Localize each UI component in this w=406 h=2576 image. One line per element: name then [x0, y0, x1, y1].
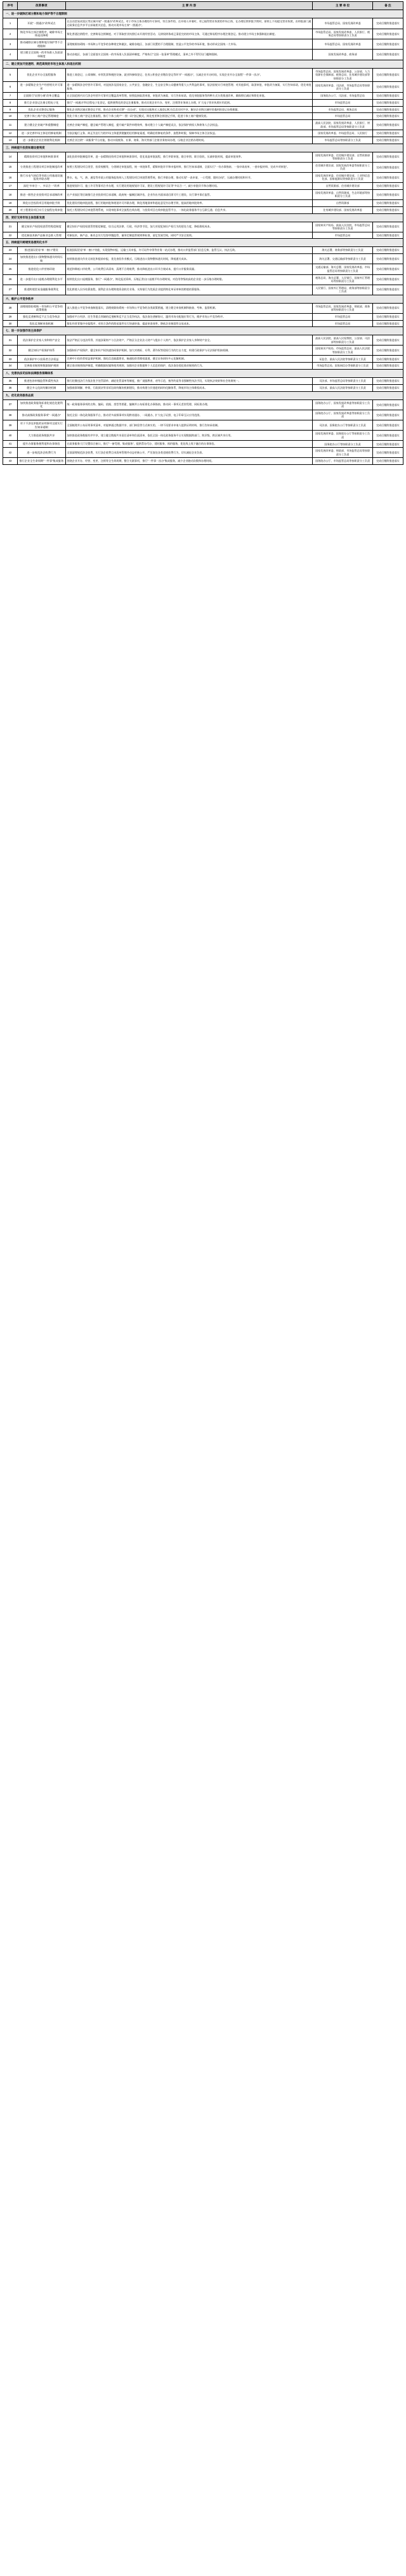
table-row	[3, 384, 403, 391]
table-row	[3, 320, 403, 327]
row-agency: 国家发展改革委、国务院办公厅等按职责分工负责	[313, 431, 372, 441]
row-agency: 市场监管总局、国家发展改革委、财政部、商务部等按职责分工负责	[313, 303, 372, 313]
row-index: 34	[3, 363, 18, 370]
table-row	[3, 356, 403, 363]
row-index: 15	[3, 162, 18, 172]
row-measure: 推进包容审慎监管和柔性执法	[18, 378, 65, 385]
row-agency: 市场监管总局、国家发展改革委	[313, 18, 372, 29]
row-measure: 完善商业秘密和数据保护规则	[18, 363, 65, 370]
table-row	[3, 448, 403, 458]
row-index: 23	[3, 247, 18, 254]
row-agency: 住房城乡建设部、国家发展改革委	[313, 206, 372, 213]
section-heading: 七、进一步加强市场主体保护	[3, 327, 403, 335]
row-agency: 市场监管总局、国家发展改革委、公安部、人力资源社会保障部、税务总局、住房城乡建设部等按职责分工负责	[313, 68, 372, 82]
row-measure: 进一步提升出口退税办理便利化水平	[18, 274, 65, 285]
row-content: 简化企业跨区域迁移登记手续，推动企业跨省迁移“一次办成”，实现迁出地和迁入地登记机关信息实时共享，解决企业跨区域经营遇到的登记办理难题。	[65, 106, 313, 113]
row-agency: 国务院办公厅、国家发展改革委等按职责分工负责	[313, 410, 372, 420]
row-agency: 国务院办公厅、国家发展改革委等按职责分工负责	[313, 399, 372, 410]
row-note: 完成后继续推进落实	[372, 99, 403, 106]
row-note: 完成后继续推进落实	[372, 50, 403, 60]
row-note: 完成后继续推进落实	[372, 206, 403, 213]
section-heading-row	[3, 144, 403, 152]
row-index: 11	[3, 120, 18, 130]
document-page	[0, 0, 406, 469]
row-measure: 优化企业开办全流程服务	[18, 68, 65, 82]
table-row	[3, 410, 403, 420]
row-note: 完成后继续推进落实	[372, 363, 403, 370]
row-agency: 国务院办公厅等按职责分工负责	[313, 441, 372, 448]
row-agency: 国家知识产权局、最高人民法院、市场监管总局等按职责分工负责	[313, 222, 372, 232]
row-note: 完成后继续推进落实	[372, 420, 403, 430]
row-note: 完成后继续推进落实	[372, 441, 403, 448]
row-measure: 推进跨境贸易金融服务便利化	[18, 285, 65, 295]
row-agency: 司法部、市场监管总局等按职责分工负责	[313, 378, 372, 385]
row-measure: 进一步精简企业生产经营相关许可事项	[18, 82, 65, 93]
table-row	[3, 285, 403, 295]
row-index: 27	[3, 285, 18, 295]
row-agency: 税务总局、海关总署、人民银行、国家外汇管理局等按职责分工负责	[313, 274, 372, 285]
row-content: 拓展国际贸易“单一窗口”功能，实现货物申报、运输工具申报、许可证件申领等业务一站式办理，推动口岸监管部门信息互换、监管互认、执法互助。	[65, 247, 313, 254]
row-index: 14	[3, 152, 18, 162]
row-content: 优化建设用地审批流程，推行用地审批和规划许可并联办理，简化用地预审和选址意见书办理手续，提高用地审批效率。	[65, 199, 313, 206]
row-agency: 国务院办公厅、市场监管总局等按职责分工负责	[313, 458, 372, 465]
row-note: 完成后继续推进落实	[372, 113, 403, 120]
row-index: 43	[3, 458, 18, 465]
section-heading: 二、建立更加开放透明、规范高效的市场主体准入和退出机制	[3, 60, 403, 68]
section-heading-row	[3, 391, 403, 399]
table-row	[3, 162, 403, 172]
row-content: 为依法履行义务、纠正失信行为的市场主体提供便捷的信用修复渠道，明确信用修复的条件、流程和时限，保障市场主体合法权益。	[65, 130, 313, 137]
row-measure: 清理废除妨碍统一市场和公平竞争的政策措施	[18, 303, 65, 313]
section-heading-row	[3, 327, 403, 335]
row-agency: 市场监管总局、国家发展改革委、人民银行、税务总局等按职责分工负责	[313, 29, 372, 39]
row-measure: 推动高频政务服务事项“一网通办”	[18, 410, 65, 420]
row-note: 完成后继续推进落实	[372, 345, 403, 356]
section-heading: 九、优化政务服务品质	[3, 391, 403, 399]
row-agency: 市场监管总局	[313, 313, 372, 320]
row-agency: 交通运输部、海关总署、国家发展改革委、市场监管总局等按职责分工负责	[313, 264, 372, 274]
row-note: 完成后继续推进落实	[372, 335, 403, 345]
row-note: 完成后继续推进落实	[372, 199, 403, 206]
table-row	[3, 199, 403, 206]
row-measure: 简化市场主体注销程序，破除市场主体退出障碍	[18, 29, 65, 39]
row-content: 在政务服务大厅设置综合窗口，推行“一窗受理、集成服务”，提供帮办代办、延时服务、预约服务，优化线上线下融合的办事体验。	[65, 441, 313, 448]
row-index: 17	[3, 183, 18, 190]
row-content: 健全商业秘密保护制度，明确数据权属和使用规则，加强对企业数据和个人信息的保护，依法查处侵犯商业秘密的行为。	[65, 363, 313, 370]
row-note: 完成后继续推进落实	[372, 183, 403, 190]
row-content: 将水、电、气、热、通信等市政公用服务报装纳入工程建设项目审批管理系统，推行并联办理，推动实现“一表申请、一口受理、限时办结”，压减办理时间和环节。	[65, 172, 313, 182]
row-agency: 最高人民法院、国家发展改革委、人民银行、财政部、市场监管总局等按职责分工负责	[313, 120, 372, 130]
row-content: 依托全国一体化政务服务平台，推动更多高频事项实现跨省通办、一网通办，扩大电子证照、电子印章互认应用范围。	[65, 410, 313, 420]
table-row	[3, 99, 403, 106]
row-content: 对新技术、新产品、新业态实行包容审慎监管，量身定制监管规则和标准，留足发展空间，同时严守安全底线。	[65, 232, 313, 239]
row-measure: 依法保护企业家人身和财产安全	[18, 335, 65, 345]
row-note: 完成后继续推进落实	[372, 130, 403, 137]
row-note: 完成后继续推进落实	[372, 356, 403, 363]
row-agency: 司法部、国务院办公厅等按职责分工负责	[313, 420, 372, 430]
row-agency: 自然资源部、住房城乡建设部	[313, 183, 372, 190]
row-index: 41	[3, 441, 18, 448]
table-row	[3, 172, 403, 182]
row-index: 9	[3, 106, 18, 113]
row-content: 简化经营者集中申报程序，对符合条件的简易案件实行快速审查，提高审查效率，降低企业制度性交易成本。	[65, 320, 313, 327]
row-index: 7	[3, 92, 18, 99]
row-index: 28	[3, 303, 18, 313]
row-index: 19	[3, 199, 18, 206]
row-index: 21	[3, 222, 18, 232]
row-note: 完成后继续推进落实	[372, 254, 403, 264]
row-note: 完成后继续推进落实	[372, 285, 403, 295]
row-measure: 推进优化口岸营商环境	[18, 264, 65, 274]
row-agency: 人民银行、国家外汇管理局、商务部等按职责分工负责	[313, 285, 372, 295]
section-heading: 六、维护公平竞争秩序	[3, 295, 403, 303]
row-index: 37	[3, 399, 18, 410]
row-measure: 优化新技术新产品新业态准入管理	[18, 232, 65, 239]
row-agency: 最高人民法院、最高人民检察院、公安部、司法部等按职责分工负责	[313, 335, 372, 345]
row-measure: 推行企业全生命周期“一件事”集成服务	[18, 458, 65, 465]
row-agency: 国家发展改革委、市场监管总局、人民银行	[313, 130, 372, 137]
row-content: 优化跨境人民币结算流程，便利企业办理跨境资金收付业务，支持银行为优质企业提供简化单证审核的跨境结算服务。	[65, 285, 313, 295]
table-row	[3, 152, 403, 162]
row-measure: 推进一般性企业投资项目承诺制改革	[18, 189, 65, 199]
row-measure: 依法保护中小投资者合法权益	[18, 356, 65, 363]
section-heading: 一、进一步破除区域分割和地方保护等不合理限制	[3, 10, 403, 18]
row-index: 16	[3, 172, 18, 182]
row-measure: 加快推进政务服务标准化规范化便利化	[18, 399, 65, 410]
row-measure: 建立健全全国统一的市场准入负面清单制度	[18, 50, 65, 60]
row-measure: 简化社会投资项目用地审批手续	[18, 199, 65, 206]
table-body	[3, 2, 403, 465]
table-row	[3, 92, 403, 99]
row-content: 依托工程建设项目审批管理系统，实现审批事项全流程在线办理，与投资项目在线审批监管平台、一体化政务服务平台互联互通、信息共享。	[65, 206, 313, 213]
col-note: 备 注	[372, 2, 403, 10]
row-note: 完成后继续推进落实	[372, 232, 403, 239]
row-note: 完成后继续推进落实	[372, 247, 403, 254]
row-measure: 全面推行“证照分离”改革全覆盖	[18, 92, 65, 99]
row-agency: 市场监管总局	[313, 113, 372, 120]
row-agency: 司法部、最高人民法院等按职责分工负责	[313, 384, 372, 391]
row-index: 38	[3, 410, 18, 420]
section-heading: 四、更好支持市场主体创新发展	[3, 213, 403, 222]
row-index: 31	[3, 335, 18, 345]
row-measure: 健全多元化纠纷解决机制	[18, 384, 65, 391]
row-index: 25	[3, 264, 18, 274]
row-measure: 完善个体工商户登记管理制度	[18, 113, 65, 120]
row-note: 完成后继续推进落实	[372, 431, 403, 441]
row-agency: 市场监管总局	[313, 320, 372, 327]
row-index: 39	[3, 420, 18, 430]
table-row	[3, 130, 403, 137]
row-note: 完成后继续推进落实	[372, 448, 403, 458]
row-content: 统一政务服务事项的名称、编码、依据、类型等要素，编制并公布标准化办事指南，推动同一事项无差别受理、同标准办理。	[65, 399, 313, 410]
row-content: 全面清理规范涉企收费，实行涉企收费目录清单管理并动态更新公开，严厉查处各类违规收费行为，切实减轻企业负担。	[65, 448, 313, 458]
row-content: 完善企业注销“一网服务”平台功能，推动实现税务、社保、商务、海关等部门注销业务协同办理，压缩企业注销办理时间。	[65, 137, 313, 144]
row-index: 24	[3, 254, 18, 264]
table-row	[3, 50, 403, 60]
row-index: 20	[3, 206, 18, 213]
row-content: 加强对平台经济、民生等重点领域的反垄断和反不正当竞争执法，依法查处垄断协议、滥用市场支配地位等行为，维护市场公平竞争秩序。	[65, 313, 313, 320]
row-agency: 国务院办公厅、司法部、市场监管总局	[313, 92, 372, 99]
table-row	[3, 363, 403, 370]
row-note: 完成后继续推进落实	[372, 378, 403, 385]
row-index: 6	[3, 82, 18, 93]
table-row	[3, 420, 403, 430]
row-content: 加强知识产权保护，健全知识产权快速协同保护机制，加大对商标、专利、著作权等侵权行为的打击力度，构建行政保护与司法保护衔接机制。	[65, 345, 313, 356]
row-index: 33	[3, 356, 18, 363]
row-content: 清理废除妨碍统一市场和公平竞争的各种规定和做法，破除各地区、各部门设置的不合理限制，营造公平竞争的市场环境，推动形成全国统一大市场。	[65, 39, 313, 50]
row-index: 3	[3, 39, 18, 50]
row-content: 推进规划许可、施工许可等事项合并办理，实行建设用地规划许可证、建设工程规划许可证等“多证合一”，减少审批环节和办理时间。	[65, 183, 313, 190]
row-measure: 健全知识产权侵权惩罚性赔偿制度	[18, 222, 65, 232]
section-heading-row	[3, 239, 403, 247]
row-note: 完成后继续推进落实	[372, 458, 403, 465]
row-content: 完善中小投资者权益保护机制，强化信息披露要求，畅通投资者维权渠道，健全证券纠纷多元化解机制。	[65, 356, 313, 363]
row-agency: 证监会、最高人民法院等按职责分工负责	[313, 356, 372, 363]
row-note: 完成后继续推进落实	[372, 264, 403, 274]
row-agency: 自然资源部	[313, 199, 372, 206]
col-agency: 主 要 单 位	[313, 2, 372, 10]
section-heading-row	[3, 295, 403, 303]
table-row	[3, 264, 403, 274]
row-content: 深化投资审批制度改革，进一步精简投资项目审批和核准事项，优化再造审批流程，推行并联审批、联合审图、联合验收，压减审批时间，提高审批效率。	[65, 152, 313, 162]
row-agency: 国家发展改革委、财政部、市场监管总局等按职责分工负责	[313, 448, 372, 458]
row-note: 完成后继续推进落实	[372, 162, 403, 172]
row-agency: 国家知识产权局、市场监管总局、最高人民法院等按职责分工负责	[313, 345, 372, 356]
row-measure: 建立健全企业破产和重整制度	[18, 120, 65, 130]
section-heading-row	[3, 60, 403, 68]
row-measure: 推行企业登记注册全程电子化	[18, 99, 65, 106]
row-note: 完成后继续推进落实	[372, 18, 403, 29]
row-measure: 精简投资项目审批和核准事项	[18, 152, 65, 162]
section-heading: 八、完善执法司法和法律服务保障体系	[3, 370, 403, 378]
row-measure: 大力推进政务数据共享	[18, 431, 65, 441]
row-index: 4	[3, 50, 18, 60]
table-row	[3, 458, 403, 465]
row-measure: 推动破除区域分割和地方保护等不合理限制	[18, 39, 65, 50]
row-index: 10	[3, 113, 18, 120]
row-index: 40	[3, 431, 18, 441]
row-measure: 进一步健全企业注销便利化机制	[18, 137, 65, 144]
row-index: 35	[3, 378, 18, 385]
row-note: 完成后继续推进落实	[372, 384, 403, 391]
row-measure: 对工程建设项目实行全流程在线审批	[18, 206, 65, 213]
row-note: 完成后继续推进落实	[372, 152, 403, 162]
row-content: 加快推进政务数据有序共享，建立健全数据共享责任清单和负面清单，依托全国一体化政务服务平台实现数据跨部门、跨层级、跨区域共享应用。	[65, 431, 313, 441]
row-note: 完成后继续推进落实	[372, 29, 403, 39]
reform-measures-table	[3, 1, 403, 465]
table-row	[3, 68, 403, 82]
row-content: 完善企业破产制度，健全破产管理人制度，提升破产案件审理效率，推动建立个人破产制度试点，依法保护债权人和债务人合法权益。	[65, 120, 313, 130]
row-agency: 市场监管总局	[313, 232, 372, 239]
row-measure: 推进国际贸易“单一窗口”建设	[18, 247, 65, 254]
row-content: 推动各地区、各部门全面落实全国统一的市场准入负面清单制度，严格执行“全国一张清单”管理模式，清单之外不得另设门槛和限制。	[65, 50, 313, 60]
section-heading-row	[3, 10, 403, 18]
row-note: 完成后继续推进落实	[372, 82, 403, 93]
table-row	[3, 441, 403, 448]
section-heading: 五、持续提升跨境贸易便利化水平	[3, 239, 403, 247]
col-measure: 改革事项	[18, 2, 65, 10]
row-note: 完成后继续推进落实	[372, 68, 403, 82]
row-agency: 市场监管总局	[313, 99, 372, 106]
row-content: 在全国范围内实行涉企经营许可事项全覆盖清单管理，按照直接取消审批、审批改为备案、实行告知承诺、优化审批服务等四种方式分类推进改革，确保照后减证和简化审批。	[65, 92, 313, 99]
row-content: 推行“一网通办”和全程电子化登记，提供便利化的登记注册服务，推动实现企业开办、变更、注销等业务网上办理，扩大电子营业执照应用范围。	[65, 99, 313, 106]
table-row	[3, 82, 403, 93]
row-index: 2	[3, 29, 18, 39]
section-heading: 三、持续提升投资和建设便利度	[3, 144, 403, 152]
row-content: 在自由贸易试验区等区域开展“一照通办”改革试点，对于市场主体办理的许可事项，符合条件的，在申请人申请时，对已取得营业执照的市场主体，在办理后续审批手续时，原则上不再提交营业执照，由审批部门通过政务信息共享平台获取相关信息，推动实现市场主体“一照通办”。	[65, 18, 313, 29]
row-agency: 国家发展改革委、住房城乡建设部、自然资源部等按职责分工负责	[313, 152, 372, 162]
row-agency: 国家发展改革委、住房城乡建设部、工业和信息化部、国家能源局等按职责分工负责	[313, 172, 372, 182]
table-row	[3, 113, 403, 120]
row-content: 推行轻微违法行为依法免予处罚清单、减轻处罚清单等制度，推广说服教育、劝导示范、指导约谈等非强制性执法手段，实现执法效果和社会效果统一。	[65, 378, 313, 385]
row-content: 围绕企业开办、经营、变更、注销等全生命周期，整合关联事项，推行“一件事一次办”集成服务，减少企业跑动次数和办理时间。	[65, 458, 313, 465]
row-content: 加强商事调解、仲裁、行政裁决等非诉讼纠纷解决机制建设，推动构建分层递进的纠纷化解体系，降低市场主体维权成本。	[65, 384, 313, 391]
row-note: 完成后继续推进落实	[372, 399, 403, 410]
table-row	[3, 274, 403, 285]
row-agency: 市场监管总局、税务总局	[313, 106, 372, 113]
table-row	[3, 254, 403, 264]
row-measure: 提升办事服务便利度和办事体验	[18, 441, 65, 448]
row-content: 规范和降低口岸收费，公开收费目录清单，清理不合理收费，推动降低进出口环节合规成本，提升口岸服务质量。	[65, 264, 313, 274]
row-index: 18	[3, 189, 18, 199]
row-content: 持续优化出口退税服务，推行“一网通办”，简化报送资料，压缩正常出口退税平均办理时间，对信用等级较高的企业进一步压缩办理时限。	[65, 274, 313, 285]
col-content: 主 要 内 容	[65, 2, 313, 10]
table-row	[3, 313, 403, 320]
row-index: 26	[3, 274, 18, 285]
row-note: 完成后继续推进落实	[372, 39, 403, 50]
table-row	[3, 106, 403, 113]
row-agency: 国家发展改革委、司法部、市场监管总局等按职责分工负责	[313, 82, 372, 93]
row-note: 完成后继续推进落实	[372, 313, 403, 320]
section-heading-row	[3, 370, 403, 378]
row-agency: 住房城乡建设部、国家发展改革委等按职责分工负责	[313, 162, 372, 172]
row-index: 36	[3, 384, 18, 391]
row-index: 8	[3, 99, 18, 106]
table-row	[3, 189, 403, 199]
table-row	[3, 345, 403, 356]
row-note: 完成后继续推进落实	[372, 274, 403, 285]
table-row	[3, 18, 403, 29]
row-note: 完成后继续推进落实	[372, 137, 403, 144]
row-note: 完成后继续推进落实	[372, 172, 403, 182]
row-note: 完成后继续推进落实	[372, 222, 403, 232]
row-measure: 优化反垄断审查机制	[18, 320, 65, 327]
table-row	[3, 120, 403, 130]
row-content: 全面梳理并公布证明事项清单，对能够通过数据共享、部门核验等方式核实的，一律不再要求申请人提供证明材料，推行告知承诺制。	[65, 420, 313, 430]
section-heading-row	[3, 213, 403, 222]
table-row	[3, 247, 403, 254]
row-note: 完成后继续推进落实	[372, 189, 403, 199]
row-index: 13	[3, 137, 18, 144]
row-measure: 对于不涉及审批的证明事项全面实行告知承诺制	[18, 420, 65, 430]
row-agency: 市场监管总局等按职责分工负责	[313, 137, 372, 144]
table-row	[3, 222, 403, 232]
table-row	[3, 303, 403, 313]
row-measure: 加快推进进出口货物整体通关时间压缩	[18, 254, 65, 264]
row-note: 完成后继续推进落实	[372, 320, 403, 327]
row-measure: 开展“一照通办”改革试点	[18, 18, 65, 29]
row-index: 29	[3, 313, 18, 320]
row-agency: 市场监管总局、国家发展改革委	[313, 39, 372, 50]
row-note: 完成后继续推进落实	[372, 303, 403, 313]
row-index: 1	[3, 18, 18, 29]
row-note: 完成后继续推进落实	[372, 410, 403, 420]
col-index: 序号	[3, 2, 18, 10]
table-row	[3, 206, 403, 213]
row-index: 32	[3, 345, 18, 356]
row-content: 优化个体工商户登记注册流程，推行个体工商户“一照一码”登记模式，简化变更和注销登记手续，促进个体工商户健康发展。	[65, 113, 313, 120]
table-row	[3, 232, 403, 239]
row-note: 完成后继续推进落实	[372, 106, 403, 113]
row-index: 22	[3, 232, 18, 239]
table-row	[3, 378, 403, 385]
row-content: 按照工程建设项目类型、投资规模等，分类制定审批流程，统一审批体系，精简审批环节和申报材料，推行告知承诺制，全面实行“一份办事指南、一张申请表单、一套申报材料、完成多项审批”。	[65, 162, 313, 172]
row-index: 12	[3, 130, 18, 137]
table-row	[3, 335, 403, 345]
row-content: 依法严格区分违法所得、其他涉案财产与合法财产，严格区分企业法人财产与股东个人财产，依法保护企业家人身和财产安全。	[65, 335, 313, 345]
table-row	[3, 431, 403, 441]
row-agency: 海关总署、交通运输部等按职责分工负责	[313, 254, 372, 264]
table-row	[3, 137, 403, 144]
row-index: 30	[3, 320, 18, 327]
row-content: 简化普通注销程序，完善简易注销制度。对于领取营业执照后未开展经营活动、无债权债务或已清偿完结的市场主体，可通过简易程序办理注销登记。推动建立市场主体强制退出制度。	[65, 29, 313, 39]
row-measure: 分类推进工程建设项目审批制度改革	[18, 162, 65, 172]
row-agency: 市场监管总局、国家网信办等按职责分工负责	[313, 363, 372, 370]
row-index: 5	[3, 68, 18, 82]
row-measure: 深化“多审合一、多证合一”改革	[18, 183, 65, 190]
row-note: 完成后继续推进落实	[372, 92, 403, 99]
table-row	[3, 399, 403, 410]
row-measure: 健全知识产权保护体系	[18, 345, 65, 356]
table-row	[3, 39, 403, 50]
row-content: 持续推进通关作业无纸化和提前申报，优化查验作业模式，压缩进出口货物整体通关时间，降低通关成本。	[65, 254, 313, 264]
table-header-row	[3, 2, 403, 10]
row-content: 深入推进公平竞争审查制度落实，清理废除妨碍统一市场和公平竞争的各类政策措施，建立健全审查机制和抽查、考核、监督机制。	[65, 303, 313, 313]
table-row	[3, 183, 403, 190]
row-agency: 海关总署、商务部等按职责分工负责	[313, 247, 372, 254]
row-measure: 进一步规范涉企收费行为	[18, 448, 65, 458]
row-content: 进一步精简涉企经营许可事项，对直接涉及国家安全、公共安全、金融安全、生态安全和公众健康等重大公共利益的事项，依法依规实行审批管理；对其他事项，取消审批、审批改为备案、实行告知承诺、优化审批服务。	[65, 82, 313, 93]
row-content: 在产业园区等区域推行企业投资项目承诺制，政府统一编制区域评估，企业作出书面承诺后即可开工建设，实行事中事后监管。	[65, 189, 313, 199]
table-row	[3, 29, 403, 39]
row-index: 42	[3, 448, 18, 458]
row-agency: 国家发展改革委、商务部	[313, 50, 372, 60]
row-measure: 强化反垄断和反不正当竞争执法	[18, 313, 65, 320]
row-note: 完成后继续推进落实	[372, 120, 403, 130]
row-content: 健全知识产权侵权惩罚性赔偿制度，综合运用法律、行政、经济等手段，加大对侵犯知识产权行为的惩处力度，降低维权成本。	[65, 222, 313, 232]
row-measure: 优化企业迁移登记服务	[18, 106, 65, 113]
row-measure: 进一步完善市场主体信用修复机制	[18, 130, 65, 137]
row-agency: 国家发展改革委、自然资源部、生态环境部等按职责分工负责	[313, 189, 372, 199]
row-measure: 推行水电气热信等市政公用基础设施报装并联办理	[18, 172, 65, 182]
row-content: 推进工商登记、公章刻制、申领发票和税控设备、就业和参保登记、住房公积金企业缴存登记等环节“一网通办”，压减企业开办时间，实现企业开办全流程“一件事一次办”。	[65, 68, 313, 82]
